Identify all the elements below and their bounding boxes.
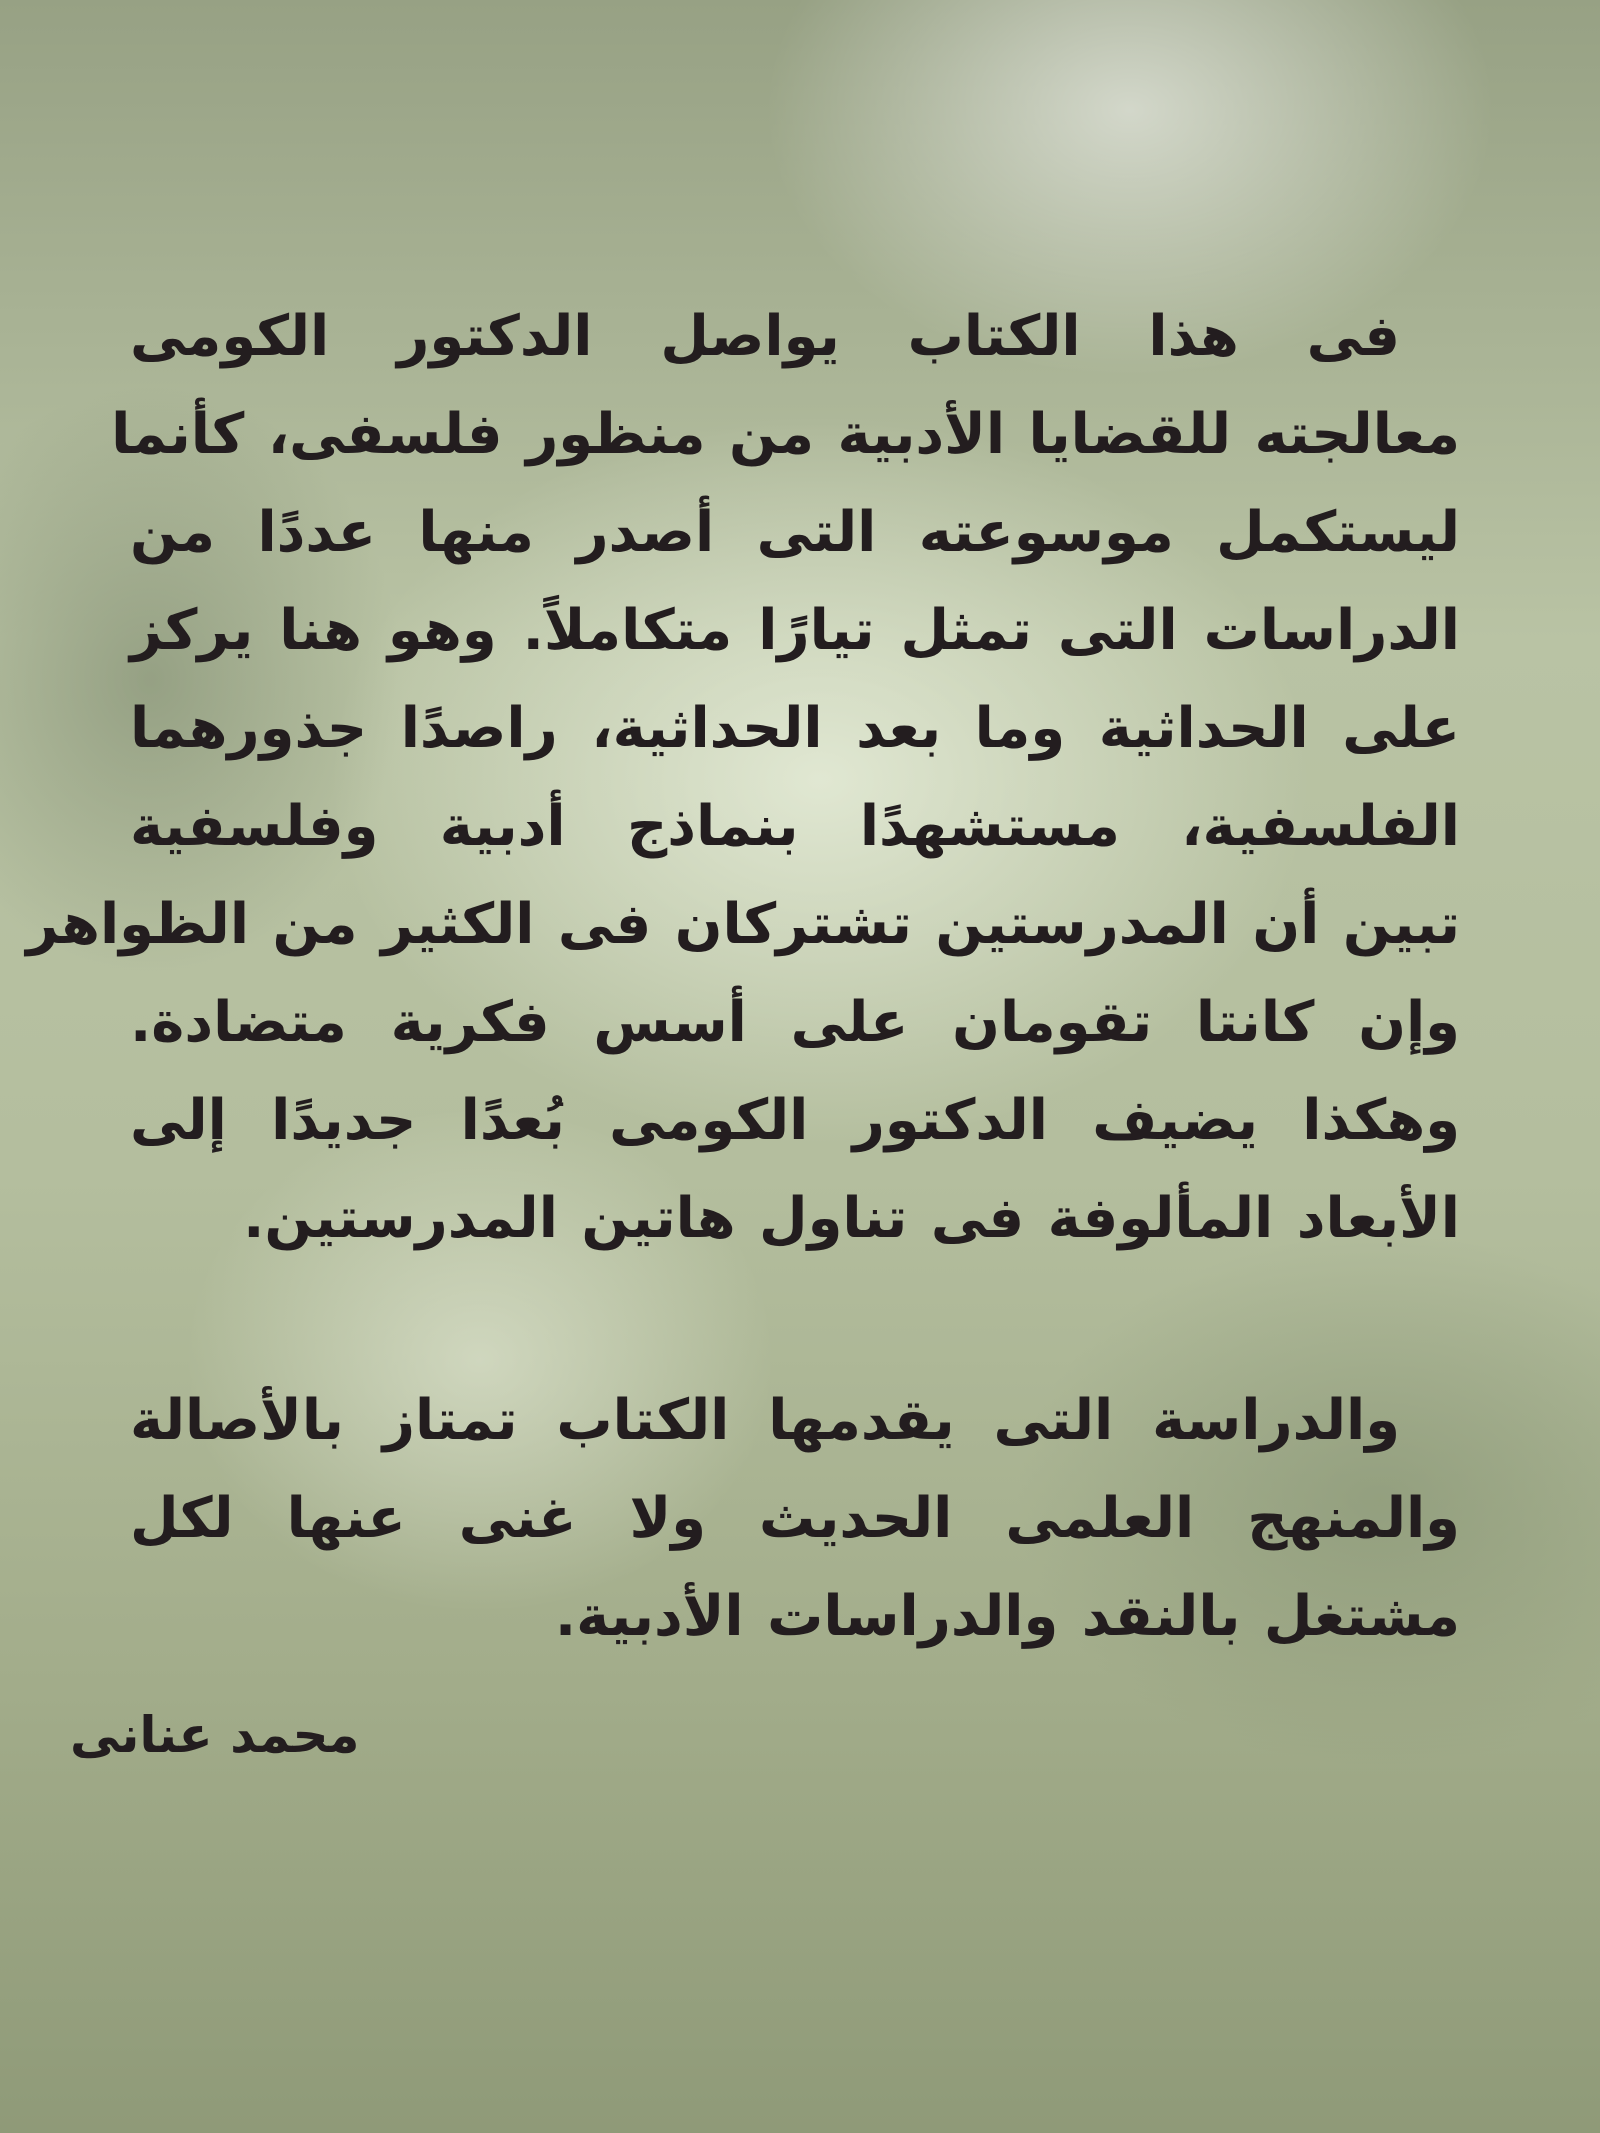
text-line: وإن كانتا تقومان على أسس فكرية متضادة.: [130, 990, 1460, 1055]
text-line: والدراسة التى يقدمها الكتاب تمتاز بالأصالة: [130, 1388, 1400, 1453]
author-signature: محمد عنانى: [70, 1706, 360, 1764]
text-line: ليستكمل موسوعته التى أصدر منها عددًا من: [130, 500, 1460, 565]
text-line: الدراسات التى تمثل تيارًا متكاملاً. وهو هنا يركز: [130, 598, 1460, 663]
text-line: تبين أن المدرستين تشتركان فى الكثير من الظواهر: [26, 892, 1460, 957]
text-line: والمنهج العلمى الحديث ولا غنى عنها لكل: [130, 1486, 1460, 1551]
text-line: وهكذا يضيف الدكتور الكومى بُعدًا جديدًا إلى: [130, 1088, 1460, 1153]
text-line: فى هذا الكتاب يواصل الدكتور الكومى: [130, 304, 1400, 369]
text-line: الأبعاد المألوفة فى تناول هاتين المدرستين.: [243, 1186, 1460, 1251]
description-paragraph-1: [26, 288, 1460, 1288]
description-paragraph-2: [130, 1372, 1460, 1672]
text-line: معالجته للقضايا الأدبية من منظور فلسفى، كأنما: [111, 402, 1460, 467]
text-line: الفلسفية، مستشهدًا بنماذج أدبية وفلسفية: [130, 794, 1460, 859]
text-line: مشتغل بالنقد والدراسات الأدبية.: [554, 1584, 1460, 1649]
text-line: على الحداثية وما بعد الحداثية، راصدًا جذورهما: [130, 696, 1460, 761]
